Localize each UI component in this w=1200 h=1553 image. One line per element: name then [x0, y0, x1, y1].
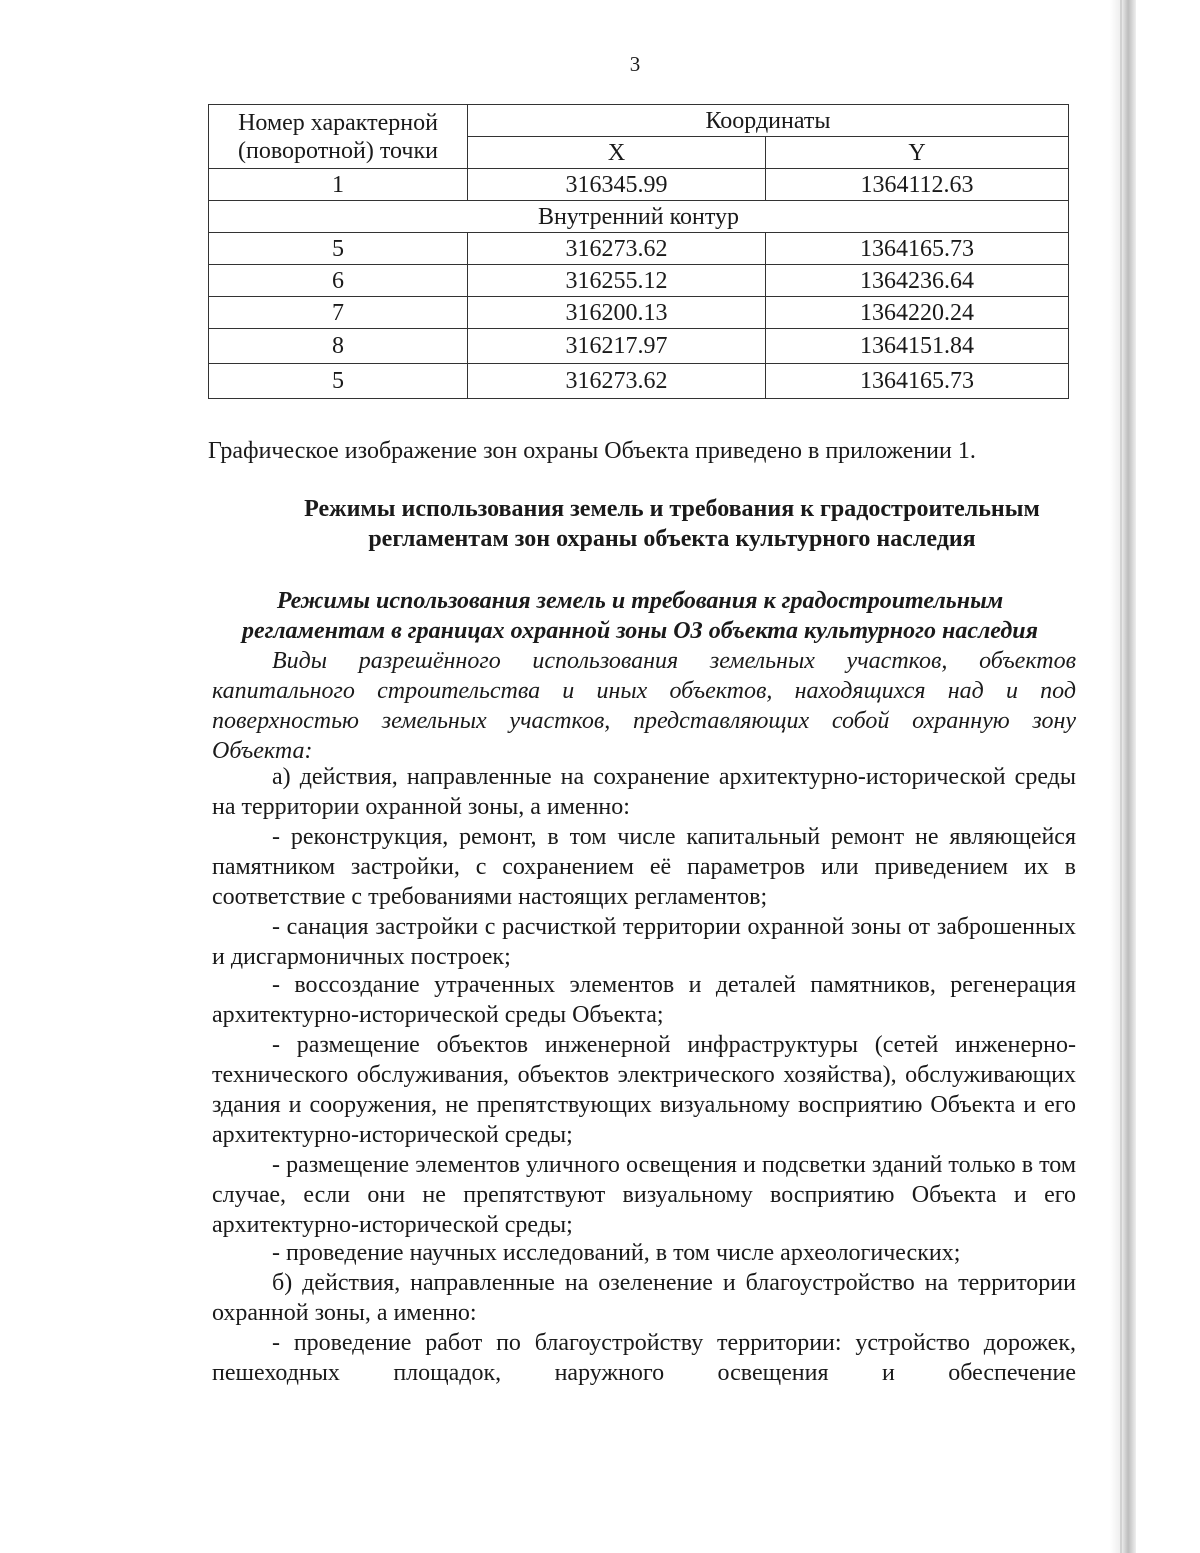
coord-x: 316200.13 [468, 297, 766, 329]
paragraph-lighting: - размещение элементов уличного освещения и подсветки зданий только в том случае, если они не препятствуют визуальному восприятию Объекта и его архитектурно-исторической среды; [212, 1152, 1076, 1238]
coord-x: 316273.62 [468, 364, 766, 399]
paragraph-sanation: - санация застройки с расчисткой территории охранной зоны от заброшенных и дисгармоничных построек; [212, 914, 1076, 970]
table-row [209, 265, 1069, 297]
point-number: 6 [209, 265, 468, 297]
paragraph-infrastructure: - размещение объектов инженерной инфраструктуры (сетей инженерно-технического обслуживания, объектов электрического хозяйства), обслуживающих здания и сооружения, не препятствующих визуальному восприятию Объекта и его архитектурно-исторической среды; [212, 1032, 1076, 1148]
table-row [209, 169, 1069, 201]
paragraph-landscaping: - проведение работ по благоустройству территории: устройство дорожек, пешеходных площадок, наружного освещения и обеспечение [212, 1330, 1076, 1386]
coord-y: 1364220.24 [766, 297, 1069, 329]
point-number: 8 [209, 329, 468, 364]
coord-x: 316217.97 [468, 329, 766, 364]
table-row [209, 364, 1069, 399]
page-number: 3 [629, 52, 641, 76]
coord-x: 316273.62 [468, 233, 766, 265]
table-row [209, 297, 1069, 329]
scan-edge-shadow [1110, 0, 1136, 1553]
table-row [209, 233, 1069, 265]
intro-paragraph: Виды разрешённого использования земельных участков, объектов капитального строительства и иных объектов, находящихся над и под поверхностью земельных участков, представляющих собой охранную зону Объекта: [212, 648, 1076, 764]
scan-edge-line [1120, 0, 1122, 1553]
header-y: Y [766, 137, 1069, 169]
table-row [209, 329, 1069, 364]
point-number: 1 [209, 169, 468, 201]
inner-contour-label: Внутренний контур [209, 201, 1069, 233]
coord-y: 1364112.63 [766, 169, 1069, 201]
paragraph-a: а) действия, направленные на сохранение архитектурно-исторической среды на территории охранной зоны, а именно: [212, 764, 1076, 820]
point-number: 5 [209, 364, 468, 399]
paragraph-recreation: - воссоздание утраченных элементов и деталей памятников, регенерация архитектурно-исторической среды Объекта; [212, 972, 1076, 1028]
paragraph-research: - проведение научных исследований, в том числе археологических; [272, 1240, 961, 1266]
header-coordinates: Координаты [468, 105, 1069, 137]
point-number: 7 [209, 297, 468, 329]
coord-x: 316255.12 [468, 265, 766, 297]
coord-y: 1364151.84 [766, 329, 1069, 364]
graphic-note: Графическое изображение зон охраны Объекта приведено в приложении 1. [208, 438, 976, 464]
section-heading: Режимы использования земель и требования к градостроительным регламентам зон охраны объекта культурного наследия [304, 496, 1040, 552]
paragraph-b: б) действия, направленные на озеленение и благоустройство на территории охранной зоны, а именно: [212, 1270, 1076, 1326]
coordinates-table [208, 104, 1069, 399]
point-number: 5 [209, 233, 468, 265]
paragraph-reconstruction: - реконструкция, ремонт, в том числе капитальный ремонт не являющейся памятником застройки, с сохранением её параметров или приведением их в соответствие с требованиями настоящих регламентов; [212, 824, 1076, 910]
header-point-number: Номер характерной (поворотной) точки [209, 105, 468, 169]
coord-y: 1364165.73 [766, 364, 1069, 399]
subsection-heading: Режимы использования земель и требования к градостроительным регламентам в границах охранной зоны ОЗ объекта культурного наследия [242, 588, 1038, 644]
coord-x: 316345.99 [468, 169, 766, 201]
coord-y: 1364236.64 [766, 265, 1069, 297]
header-x: X [468, 137, 766, 169]
coord-y: 1364165.73 [766, 233, 1069, 265]
